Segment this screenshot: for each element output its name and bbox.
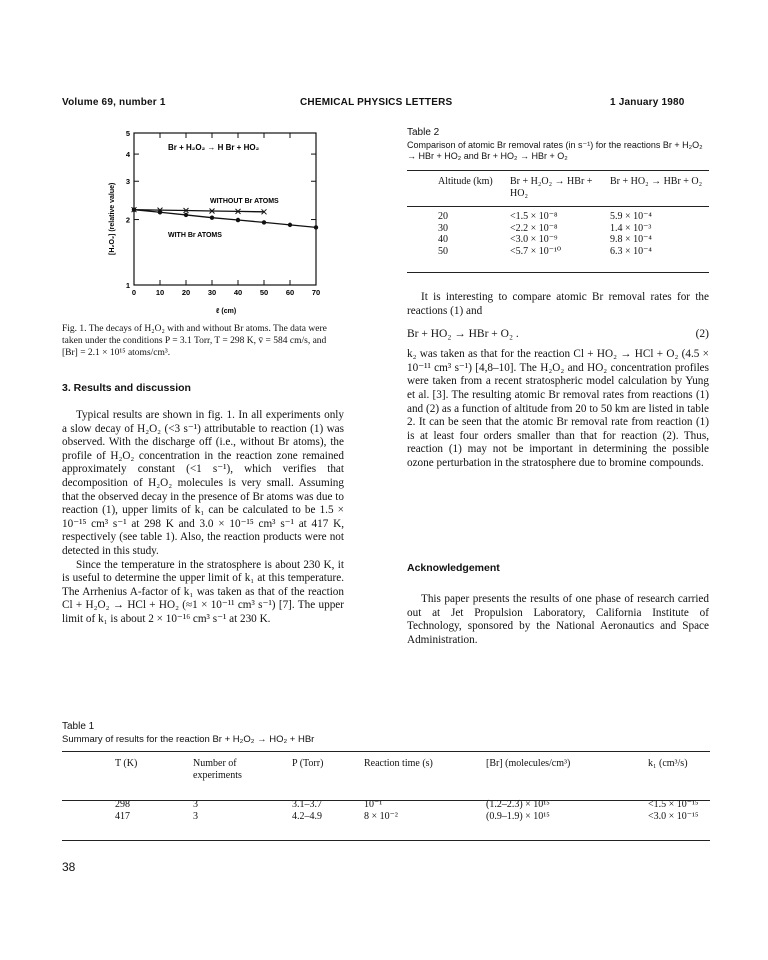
x-tick-label: 20 bbox=[181, 288, 191, 297]
paragraph: It is interesting to compare atomic Br removal rates for the reactions (1) and bbox=[407, 291, 709, 317]
data-point-with-br bbox=[210, 215, 214, 219]
table-cell: <2.2 × 10⁻⁸ bbox=[510, 222, 558, 234]
data-point-with-br bbox=[184, 213, 188, 217]
table-cell: (1.2–2.3) × 10¹⁵ bbox=[486, 799, 550, 810]
table-row bbox=[438, 223, 708, 235]
table-cell: <3.0 × 10⁻⁹ bbox=[510, 234, 558, 245]
x-tick-label: 30 bbox=[207, 288, 217, 297]
table-cell: 417 bbox=[115, 810, 130, 822]
table-row bbox=[438, 211, 708, 223]
table-1-rule-top bbox=[62, 751, 710, 752]
x-tick-label: 0 bbox=[131, 288, 137, 297]
table-cell: <1.5 × 10⁻¹⁵ bbox=[648, 799, 699, 810]
table-1-title: Table 1 bbox=[62, 721, 95, 732]
table-2-header: Altitude (km) bbox=[438, 176, 493, 187]
table-1-header: T (K) bbox=[115, 758, 138, 769]
table-cell: 5.9 × 10⁻⁴ bbox=[610, 211, 652, 222]
table-cell: 3 bbox=[193, 799, 198, 810]
table-2-rule-bottom bbox=[407, 272, 709, 273]
x-tick-label: 40 bbox=[233, 288, 243, 297]
data-point-with-br bbox=[288, 223, 292, 227]
table-cell: 8 × 10⁻² bbox=[364, 810, 398, 822]
table-cell: 298 bbox=[115, 799, 130, 810]
table-1-header: Number of experiments bbox=[193, 758, 242, 781]
paragraph: Since the temperature in the stratosphere is about 230 K, it is useful to determine the upper limit of k₁ at this temperature. The Arrhenius A-factor of k₁ was taken as that of the reaction Cl + H₂O₂ → HCl + HO₂ (≈1 × 10⁻¹¹ cm³ s⁻¹) [7]. The upper limit of k₁ is about 2 × 10⁻¹⁶ cm³ s⁻¹ at 230 K. bbox=[62, 558, 344, 625]
y-tick-label: 2 bbox=[125, 215, 130, 225]
table-cell: <3.0 × 10⁻¹⁵ bbox=[648, 810, 699, 822]
section-3-body bbox=[62, 409, 344, 627]
table-1-rule-mid bbox=[62, 800, 710, 801]
data-point-with-br bbox=[158, 210, 162, 214]
table-cell: 10⁻¹ bbox=[364, 799, 383, 810]
table-cell: 3 bbox=[193, 810, 198, 822]
table-2-header: Br + HO₂ → HBr + O₂ bbox=[610, 176, 703, 187]
paragraph: Typical results are shown in fig. 1. In all experiments only a slow decay of H₂O₂ (<3 s⁻¹) attributable to reaction (1) was observed. With the discharge off (i.e., without Br atoms), the profile of H₂O₂ concentration in the reaction zone remained approximately constant (<1 s⁻¹), which verifies that decomposition of H₂O₂ molecules is very small. Assuming that the observed decay in the presence of Br atoms was due to reaction (1), upper limits of k₁ can be calculated to be 1.5 × 10⁻¹⁵ cm³ s⁻¹ at 298 K and 3.0 × 10⁻¹⁵ cm³ s⁻¹ at 417 K, respectively (see table 1). Also, the reaction products were not detected in this study. bbox=[62, 409, 344, 557]
figure-1-chart bbox=[100, 125, 340, 315]
table-2 bbox=[438, 176, 708, 257]
y-tick-label: 1 bbox=[125, 281, 130, 290]
table-1-header: P (Torr) bbox=[292, 758, 324, 769]
figure-1-equation: Br + H₂O₂ → H Br + HO₂ bbox=[168, 143, 260, 152]
table-row bbox=[438, 246, 708, 258]
table-cell: <5.7 × 10⁻¹⁰ bbox=[510, 245, 562, 257]
section-heading: 3. Results and discussion bbox=[62, 382, 191, 394]
running-header-date: 1 January 1980 bbox=[610, 97, 685, 108]
data-point-with-br bbox=[314, 225, 318, 229]
figure-1-ylabel: [H₂O₂] (relative value) bbox=[109, 182, 116, 255]
table-cell: 3.1–3.7 bbox=[292, 799, 322, 810]
table-cell: 20 bbox=[438, 211, 448, 222]
series-label-with: WITH Br ATOMS bbox=[168, 232, 222, 239]
equation-2: Br + HO₂ → HBr + O₂ . bbox=[407, 328, 519, 341]
x-tick-label: 70 bbox=[311, 288, 321, 297]
table-row bbox=[438, 234, 708, 246]
table-cell: 6.3 × 10⁻⁴ bbox=[610, 245, 652, 257]
page-number: 38 bbox=[62, 860, 76, 874]
figure-1-caption: Fig. 1. The decays of H₂O₂ with and without Br atoms. The data were taken under the conditions P = 3.1 Torr, T = 298 K, v̄ = 584 cm/s, and [Br] = 2.1 × 10¹⁵ atoms/cm³. bbox=[62, 324, 327, 358]
figure-1-ticks bbox=[126, 129, 320, 297]
paragraph: k₂ was taken as that for the reaction Cl + HO₂ → HCl + O₂ (4.5 × 10⁻¹¹ cm³ s⁻¹) [4,8–10]. The H₂O₂ and HO₂ concentration profiles were taken from a recent stratospheric model calculation by Yung et al. [3]. The resulting atomic Br removal rates from reactions (1) and (2) as a function of altitude from 20 to 50 km are listed in table 2. It can be seen that the atomic Br removal rate from reaction (1) is at least four orders smaller than that for reaction (2). Thus, reaction (1) may not be important in determining the possible ozone perturbation in the stratosphere due to bromine compounds. bbox=[407, 348, 709, 469]
series-label-without: WITHOUT Br ATOMS bbox=[210, 198, 279, 205]
table-cell: 50 bbox=[438, 245, 448, 257]
table-1-header: Reaction time (s) bbox=[364, 758, 433, 769]
acknowledgement-heading: Acknowledgement bbox=[407, 562, 500, 574]
table-1 bbox=[115, 758, 710, 822]
table-cell: (0.9–1.9) × 10¹⁵ bbox=[486, 810, 550, 822]
y-tick-label: 5 bbox=[125, 129, 130, 138]
table-cell: 9.8 × 10⁻⁴ bbox=[610, 234, 652, 245]
right-column-body bbox=[407, 291, 709, 471]
table-2-rule-top bbox=[407, 170, 709, 171]
acknowledgement-body bbox=[407, 593, 709, 647]
table-2-rule-mid bbox=[407, 206, 709, 207]
x-tick-label: 50 bbox=[259, 288, 269, 297]
table-1-header: k₁ (cm³/s) bbox=[648, 758, 688, 769]
table-cell: 40 bbox=[438, 234, 448, 245]
y-tick-label: 4 bbox=[125, 150, 130, 160]
figure-1-series bbox=[132, 207, 319, 229]
equation-number: (2) bbox=[695, 328, 709, 341]
running-header-left: Volume 69, number 1 bbox=[62, 97, 166, 108]
table-1-header: [Br] (molecules/cm³) bbox=[486, 758, 571, 769]
data-point-with-br bbox=[132, 207, 136, 211]
data-point-with-br bbox=[236, 218, 240, 222]
data-point-with-br bbox=[262, 220, 266, 224]
paragraph: This paper presents the results of one phase of research carried out at Jet Propulsion Laboratory, California Institute of Technology, sponsored by the National Aeronautics and Space Administration. bbox=[407, 593, 709, 646]
x-tick-label: 60 bbox=[285, 288, 295, 297]
table-1-caption: Summary of results for the reaction Br + H₂O₂ → HO₂ + HBr bbox=[62, 734, 315, 745]
running-header-journal: CHEMICAL PHYSICS LETTERS bbox=[300, 97, 453, 108]
table-2-header: Br + H₂O₂ → HBr + HO₂ bbox=[510, 176, 593, 199]
table-cell: 30 bbox=[438, 222, 448, 234]
table-2-title: Table 2 bbox=[407, 127, 440, 138]
table-1-rule-bottom bbox=[62, 840, 710, 841]
y-tick-label: 3 bbox=[125, 177, 130, 187]
x-tick-label: 10 bbox=[155, 288, 165, 297]
table-cell: <1.5 × 10⁻⁸ bbox=[510, 211, 558, 222]
table-cell: 1.4 × 10⁻³ bbox=[610, 222, 652, 234]
table-cell: 4.2–4.9 bbox=[292, 810, 322, 822]
figure-1-xlabel: ℓ (cm) bbox=[216, 308, 237, 315]
table-row bbox=[115, 811, 710, 823]
table-2-caption: Comparison of atomic Br removal rates (in s⁻¹) for the reactions Br + H₂O₂ → HBr + HO₂ and Br + HO₂ → HBr + O₂ bbox=[407, 140, 703, 161]
